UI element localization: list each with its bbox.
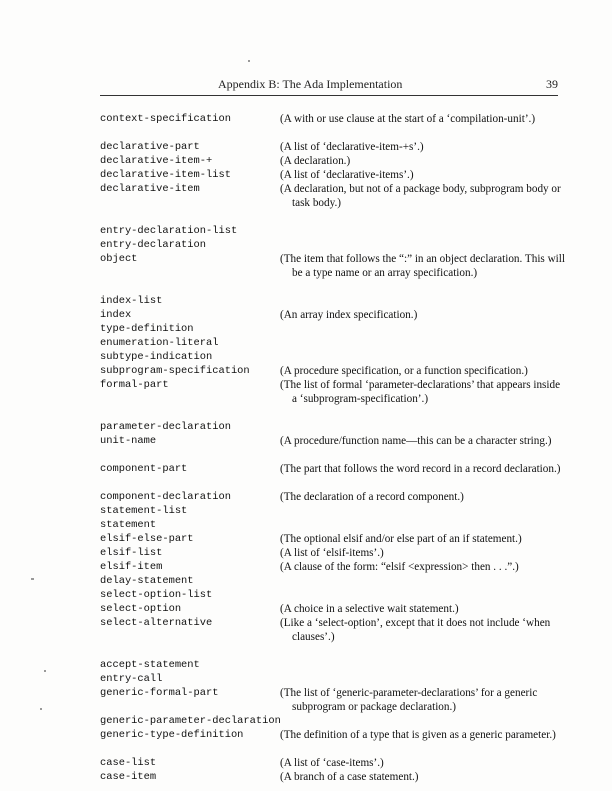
entry-description: [280, 238, 566, 252]
glossary-entry: [100, 616, 570, 644]
entry-description: (The item that follows the “:” in an object declaration. This will be a type name or an array specification.): [280, 253, 565, 279]
glossary-entry: [100, 504, 570, 518]
entry-term: elsif-list: [100, 547, 163, 559]
entry-term: index-list: [100, 295, 163, 307]
entry-term: accept-statement: [100, 659, 200, 671]
entry-description: [280, 518, 566, 532]
entry-term: formal-part: [100, 379, 169, 391]
glossary-list: [100, 112, 570, 784]
entry-term: unit-name: [100, 435, 157, 447]
entry-description: [280, 420, 566, 434]
entry-description: [280, 322, 566, 336]
entry-term: elsif-item: [100, 561, 163, 573]
glossary-entry: [100, 224, 570, 238]
entry-description: [280, 350, 566, 364]
glossary-entry: [100, 420, 570, 434]
entry-description: [280, 574, 566, 588]
glossary-entry: [100, 238, 570, 252]
group-spacer: [100, 742, 570, 756]
glossary-entry: [100, 602, 570, 616]
entry-description: (A procedure/function name—this can be a character string.): [280, 435, 552, 447]
header-title: Appendix B: The Ada Implementation: [218, 77, 403, 91]
entry-term: enumeration-literal: [100, 337, 219, 349]
entry-term: select-option: [100, 603, 182, 615]
entry-term: delay-statement: [100, 575, 194, 587]
entry-term: statement: [100, 519, 157, 531]
entry-description: [280, 658, 566, 672]
glossary-entry: [100, 588, 570, 602]
entry-term: subtype-indication: [100, 351, 213, 363]
entry-description: (Like a ‘select-option’, except that it does not include ‘when clauses’.): [280, 617, 551, 643]
glossary-entry: [100, 140, 570, 154]
entry-description: (A clause of the form: “elsif <expression> then . . .”.): [280, 561, 519, 573]
entry-description: (The declaration of a record component.): [280, 491, 464, 503]
glossary-entry: [100, 560, 570, 574]
glossary-entry: [100, 336, 570, 350]
entry-term: subprogram-specification: [100, 365, 250, 377]
group-spacer: [100, 406, 570, 420]
entry-term: elsif-else-part: [100, 533, 194, 545]
entry-term: declarative-item: [100, 183, 200, 195]
glossary-entry: [100, 154, 570, 168]
entry-description: (A branch of a case statement.): [280, 771, 419, 783]
entry-description: (The part that follows the word record in a record declaration.): [280, 463, 561, 475]
entry-term: component-declaration: [100, 491, 231, 503]
running-header: [100, 77, 558, 93]
glossary-entry: [100, 364, 570, 378]
group-spacer: [100, 126, 570, 140]
entry-description: [280, 714, 566, 728]
entry-description: (The optional elsif and/or else part of an if statement.): [280, 533, 522, 545]
entry-description: [280, 294, 566, 308]
scan-speck: [44, 670, 46, 672]
entry-term: type-definition: [100, 323, 194, 335]
glossary-entry: [100, 672, 570, 686]
entry-description: (A list of ‘elsif-items’.): [280, 547, 384, 559]
entry-description: (A list of ‘declarative-item-+s’.): [280, 141, 424, 153]
entry-term: parameter-declaration: [100, 421, 231, 433]
entry-description: (A list of ‘case-items’.): [280, 757, 384, 769]
entry-term: context-specification: [100, 113, 231, 125]
group-spacer: [100, 644, 570, 658]
glossary-entry: [100, 378, 570, 406]
entry-description: [280, 224, 566, 238]
entry-term: object: [100, 253, 138, 265]
glossary-entry: [100, 518, 570, 532]
scan-speck: [31, 578, 34, 580]
glossary-entry: [100, 658, 570, 672]
entry-description: (A list of ‘declarative-items’.): [280, 169, 414, 181]
glossary-entry: [100, 350, 570, 364]
entry-term: component-part: [100, 463, 188, 475]
glossary-entry: [100, 756, 570, 770]
entry-description: (A declaration, but not of a package body, subprogram body or task body.): [280, 183, 561, 209]
entry-term: case-item: [100, 771, 157, 783]
entry-term: declarative-item-list: [100, 169, 231, 181]
entry-term: select-option-list: [100, 589, 213, 601]
entry-term: generic-type-definition: [100, 729, 244, 741]
glossary-entry: [100, 182, 570, 210]
entry-term: index: [100, 309, 132, 321]
glossary-entry: [100, 686, 570, 714]
entry-description: [280, 336, 566, 350]
entry-description: (A choice in a selective wait statement.): [280, 603, 459, 615]
entry-description: [280, 588, 566, 602]
group-spacer: [100, 280, 570, 294]
entry-term: declarative-part: [100, 141, 200, 153]
glossary-entry: [100, 112, 570, 126]
glossary-entry: [100, 490, 570, 504]
header-rule: [100, 95, 558, 96]
glossary-entry: [100, 322, 570, 336]
glossary-entry: [100, 728, 570, 742]
entry-description: [280, 504, 566, 518]
entry-term: statement-list: [100, 505, 188, 517]
group-spacer: [100, 476, 570, 490]
scan-speck: [40, 708, 42, 710]
group-spacer: [100, 210, 570, 224]
glossary-entry: [100, 532, 570, 546]
glossary-entry: [100, 252, 570, 280]
glossary-entry: [100, 294, 570, 308]
entry-term: case-list: [100, 757, 157, 769]
glossary-entry: [100, 714, 570, 728]
page-number: 39: [546, 77, 558, 91]
entry-description: (The definition of a type that is given as a generic parameter.): [280, 729, 556, 741]
entry-term: generic-formal-part: [100, 687, 219, 699]
entry-term: entry-declaration: [100, 239, 207, 251]
entry-term: declarative-item-+: [100, 155, 213, 167]
glossary-entry: [100, 462, 570, 476]
scan-speck: [248, 60, 250, 62]
glossary-entry: [100, 770, 570, 784]
entry-description: (A declaration.): [280, 155, 351, 167]
entry-description: (A with or use clause at the start of a ‘compilation-unit’.): [280, 113, 536, 125]
glossary-entry: [100, 308, 570, 322]
entry-description: (The list of formal ‘parameter-declarations’ that appears inside a ‘subprogram-specification’.): [280, 379, 561, 405]
entry-term: entry-declaration-list: [100, 225, 238, 237]
entry-term: entry-call: [100, 673, 163, 685]
entry-description: (An array index specification.): [280, 309, 418, 321]
glossary-entry: [100, 574, 570, 588]
group-spacer: [100, 448, 570, 462]
entry-term: select-alternative: [100, 617, 213, 629]
entry-description: (A procedure specification, or a function specification.): [280, 365, 528, 377]
entry-term: generic-parameter-declaration: [100, 715, 281, 727]
glossary-entry: [100, 434, 570, 448]
entry-description: [280, 672, 566, 686]
entry-description: (The list of ‘generic-parameter-declarations’ for a generic subprogram or package declaration.): [280, 687, 538, 713]
glossary-entry: [100, 168, 570, 182]
glossary-entry: [100, 546, 570, 560]
